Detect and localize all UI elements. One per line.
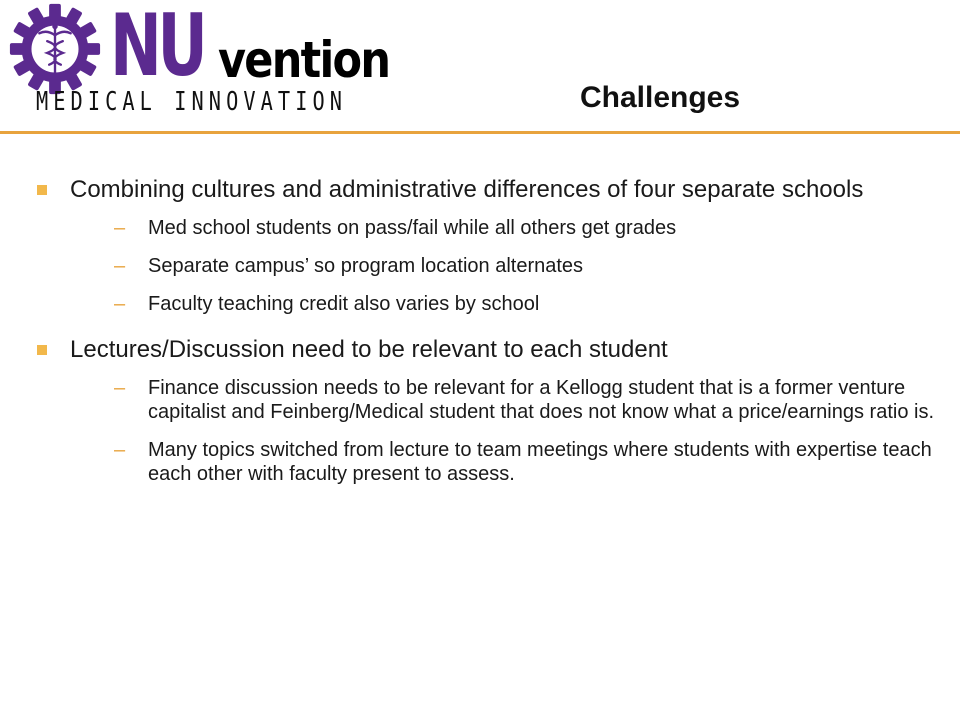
sub-bullet-list — [70, 376, 936, 486]
sub-bullet-item — [114, 216, 936, 240]
bullet-item — [36, 174, 936, 316]
dash-bullet-icon: – — [114, 439, 126, 461]
logo-wordmark-nu: NU — [110, 0, 204, 96]
sub-bullet-text: Separate campus’ so program location alternates — [148, 255, 584, 277]
square-bullet-icon — [37, 345, 47, 355]
sub-bullet-text: Med school students on pass/fail while all others get grades — [148, 217, 677, 239]
nuvention-logo — [6, 0, 390, 122]
dash-bullet-icon: – — [114, 293, 126, 315]
sub-bullet-item — [114, 254, 936, 278]
sub-bullet-item — [114, 438, 936, 486]
bullet-item — [36, 334, 936, 486]
sub-bullet-text: Finance discussion needs to be relevant for a Kellogg student that is a former venture capitalist and Feinberg/Medical student that does not know what a price/earnings ratio is. — [148, 377, 934, 423]
logo-wordmark — [110, 0, 390, 96]
dash-bullet-icon: – — [114, 217, 126, 239]
gear-caduceus-icon — [6, 0, 104, 98]
slide-content — [36, 174, 936, 486]
sub-bullet-item — [114, 376, 936, 424]
sub-bullet-item — [114, 292, 936, 316]
dash-bullet-icon: – — [114, 255, 126, 277]
slide-title: Challenges — [579, 81, 741, 114]
sub-bullet-text: Faculty teaching credit also varies by school — [148, 293, 540, 315]
square-bullet-icon — [37, 185, 47, 195]
sub-bullet-list — [70, 216, 936, 316]
sub-bullet-text: Many topics switched from lecture to team meetings where students with expertise teach each other with faculty present to assess. — [148, 439, 932, 485]
dash-bullet-icon: – — [114, 377, 126, 399]
bullet-text: Lectures/Discussion need to be relevant to each student — [70, 336, 668, 363]
title-divider — [0, 131, 960, 134]
bullet-text: Combining cultures and administrative differences of four separate schools — [70, 176, 864, 203]
logo-tagline: MEDICAL INNOVATION — [36, 87, 348, 117]
logo-wordmark-vention: vention — [218, 31, 390, 89]
